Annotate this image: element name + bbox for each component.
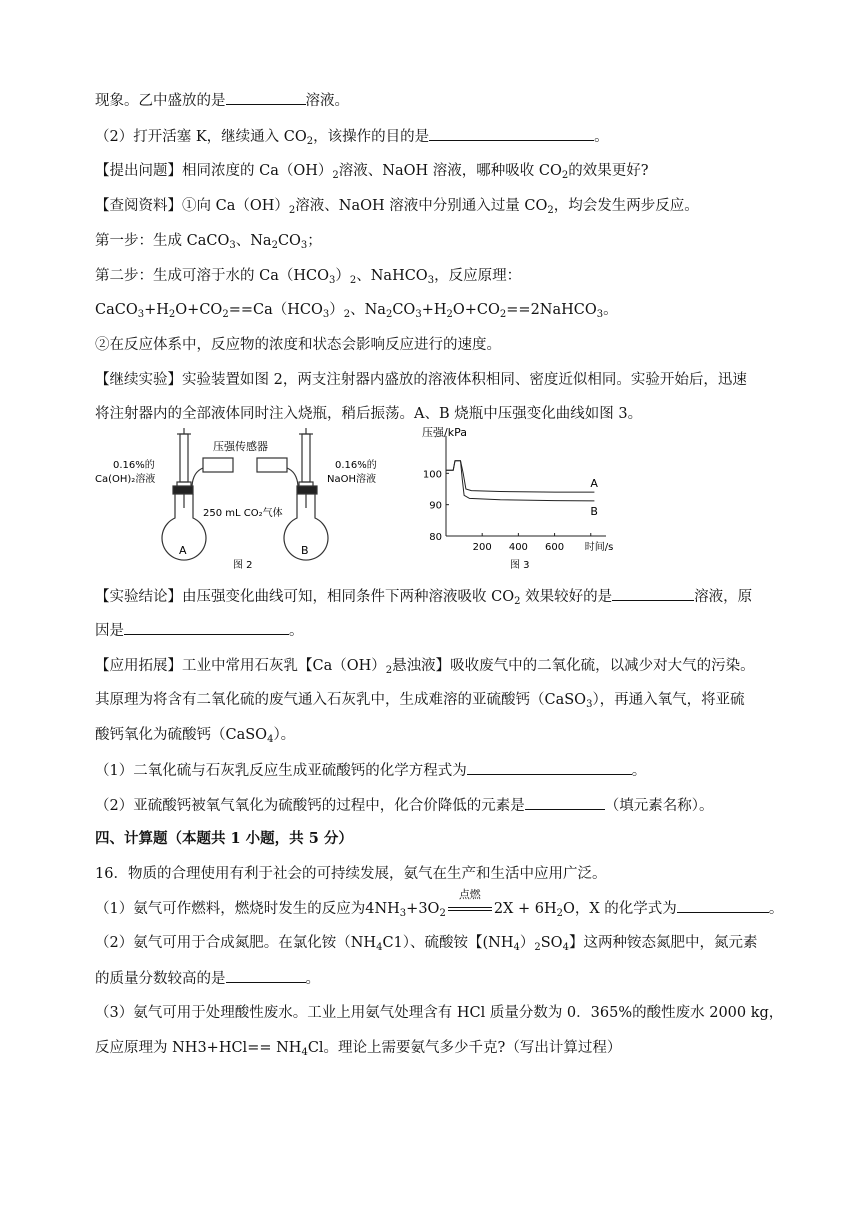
x-tick-label: 600 [545,542,565,553]
text-line: ②在反应体系中，反应物的浓度和状态会影响反应进行的速度。 [95,337,501,353]
question-stem: 16．物质的合理使用有利于社会的可持续发展，氨气在生产和生活中应用广泛。 [95,866,607,882]
sensor-label: 压强传感器 [213,440,268,453]
series-b-line [446,461,594,501]
chart-axes [446,436,606,536]
text-line: 因是 。 [95,620,775,641]
text-line: 其原理为将含有二氧化硫的废气通入石灰乳中，生成难溶的亚硫酸钙（CaSO$_3$），再通入氧气，将亚硫 [95,692,745,710]
y-tick-label: 90 [429,500,442,512]
text-line: 【应用拓展】工业中常用石灰乳【$Ca(OH)_2$悬浊液】吸收废气中的二氧化硫，以减少对大气的污染。 [95,658,755,676]
text-line: 反应原理为 $NH3+HCl== NH_4Cl$。理论上需要氨气多少千克?（写出计算过程） [95,1040,622,1058]
pressure-sensor-right [257,458,287,472]
text-line: 【继续实验】实验装置如图 2，两支注射器内盛放的溶液体积相同、密度近似相同。实验开始后，迅速 [95,372,747,388]
x-tick-label: 400 [508,542,528,553]
right-solution-label-2: NaOH溶液 [327,474,376,485]
figure-2-apparatus [95,428,415,578]
answer-blank[interactable] [226,968,306,983]
text-line: 的质量分数较高的是 。 [95,968,775,989]
text-line: 【实验结论】由压强变化曲线可知，相同条件下两种溶液吸收 $CO_2$ 效果较好的是 溶液，原 [95,586,775,607]
equation-line: （1）氨气可作燃料，燃烧时发生的反应为$4NH_3+3O_2$ 点燃 $2X + 6H_2O$，X 的化学式为 。 [95,888,784,919]
right-syringe [302,434,310,482]
text-line: 【提出问题】相同浓度的 $Ca(OH)_2$溶液、NaOH 溶液，哪种吸收 $CO_2$的效果更好? [95,163,649,181]
x-tick-label: 200 [472,542,492,553]
left-syringe [180,434,188,482]
series-b-label: B [590,504,598,518]
text-line: 第二步：生成可溶于水的 $Ca(HCO_3)_2$、NaHCO$_3$，反应原理： [95,268,522,286]
answer-blank[interactable] [677,898,769,913]
text-line: 【查阅资料】①向 $Ca(OH)_2$溶液、NaOH 溶液中分别通入过量 $CO_2$，均会发生两步反应。 [95,198,699,216]
chart-series [446,461,598,518]
flask-b-label: B [301,544,309,557]
flask-a-label: A [179,544,187,557]
answer-blank[interactable] [226,90,306,105]
section-heading: 四、计算题（本题共 1 小题，共 5 分） [95,830,353,847]
left-solution-label-2: Ca(OH)₂溶液 [95,474,156,485]
answer-blank[interactable] [467,760,632,775]
text-line: 将注射器内的全部液体同时注入烧瓶，稍后振荡。A、B 烧瓶中压强变化曲线如图 3。 [95,406,643,422]
y-tick-label: 100 [422,469,442,481]
pressure-sensor-left [203,458,233,472]
text-line: （2）氨气可用于合成氮肥。在氯化铵$(NH_4C1)$、硫酸铵【$(NH_4)_2SO_4$】这两种铵态氮肥中，氮元素 [95,935,758,953]
left-solution-label: 0.16%的 [113,460,155,471]
answer-blank[interactable] [124,620,289,635]
y-axis-label: 压强/kPa [422,426,467,439]
answer-blank[interactable] [525,795,605,810]
figure-3-pressure-chart [420,424,650,576]
chart-ticks [423,469,591,553]
text-line: （2）亚硫酸钙被氧气氧化为硫酸钙的过程中，化合价降低的元素是 （填元素名称）。 [95,795,775,816]
figure-2-caption: 图 2 [233,560,253,571]
series-a-line [446,461,594,492]
text-line: （1）二氧化硫与石灰乳反应生成亚硫酸钙的化学方程式为 。 [95,760,775,781]
right-solution-label: 0.16%的 [335,460,377,471]
gas-label: 250 mL CO₂气体 [203,508,283,519]
answer-blank[interactable] [612,586,694,601]
x-axis-label: 时间/s [584,542,614,553]
text-line: （3）氨气可用于处理酸性废水。工业上用氨气处理含有 HCl 质量分数为 0．365%的酸性废水 2000 kg， [95,1005,784,1021]
reaction-condition: 点燃 [448,899,492,919]
text-line: 现象。乙中盛放的是 溶液。 [95,90,775,111]
answer-blank[interactable] [429,126,594,141]
series-a-label: A [590,477,598,491]
figure-3-caption: 图 3 [510,560,530,571]
text-line: 第一步：生成 CaCO$_3$、$Na_2CO_3$； [95,233,322,251]
text-line: 酸钙氧化为硫酸钙（CaSO$_4$）。 [95,727,296,745]
text-line: （2）打开活塞 K，继续通入 $CO_2$，该操作的目的是 。 [95,126,775,147]
y-tick-label: 80 [429,532,442,543]
equation-line: $CaCO_3+H_2O+CO_2==Ca(HCO_3)_2$、$Na_2CO_3+H_2O+CO_2==2NaHCO_3$。 [95,302,618,320]
